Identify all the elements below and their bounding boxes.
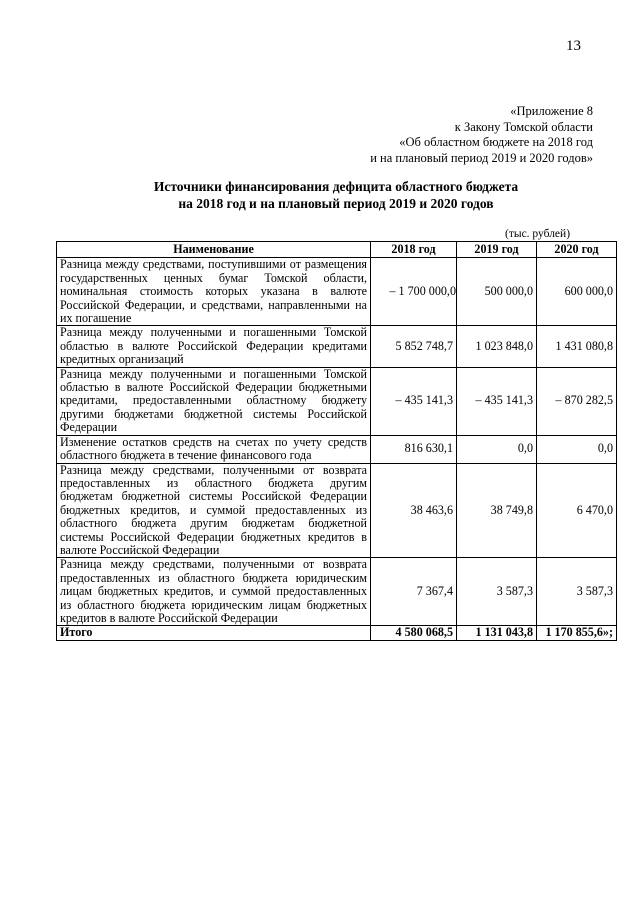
row-value-2018: – 435 141,3	[371, 367, 457, 435]
units-note: (тыс. рублей)	[505, 228, 571, 240]
row-value-2019: 1 023 848,0	[457, 326, 537, 367]
row-name: Разница между средствами, полученными от возврата предоставленных из областного бюджета юридическим лицам бюджетных кредитов, и суммой предоставленных из областного бюджета юридическим лицам бюджетных кредитов в валюте Российской Федерации	[57, 558, 371, 626]
row-value-2019: 3 587,3	[457, 558, 537, 626]
document-title-line-1: Источники финансирования дефицита областного бюджета	[153, 179, 519, 194]
total-label: Итого	[57, 626, 371, 640]
row-name: Разница между полученными и погашенными Томской областью в валюте Российской Федерации кредитами кредитных организаций	[57, 326, 371, 367]
table-row	[57, 435, 617, 463]
total-2020: 1 170 855,6»;	[537, 626, 617, 640]
page-number: 13	[566, 38, 581, 54]
document-title-line-2: на 2018 год и на плановый период 2019 и 2020 годов	[178, 195, 494, 211]
total-2018: 4 580 068,5	[371, 626, 457, 640]
header-2020: 2020 год	[537, 242, 617, 258]
table-row	[57, 558, 617, 626]
row-value-2019: 0,0	[457, 435, 537, 463]
row-value-2018: 816 630,1	[371, 435, 457, 463]
document-title	[56, 179, 616, 212]
appendix-line-4: и на плановый период 2019 и 2020 годов»	[370, 150, 593, 165]
appendix-line-3: «Об областном бюджете на 2018 год	[399, 135, 593, 149]
row-value-2018: 38 463,6	[371, 463, 457, 558]
appendix-line-2: к Закону Томской области	[454, 119, 593, 134]
appendix-line-1: «Приложение 8	[510, 104, 593, 118]
row-name: Разница между средствами, полученными от возврата предоставленных из областного бюджета другим бюджетам бюджетной системы Российской Федерации бюджетных кредитов, и суммой предоставленных из областного бюджета другим бюджетам бюджетной системы Российской Федерации бюджетных кредитов в валюте Российской Федерации	[57, 463, 371, 558]
row-value-2019: – 435 141,3	[457, 367, 537, 435]
row-value-2019: 38 749,8	[457, 463, 537, 558]
appendix-header	[273, 104, 593, 166]
row-value-2018: 5 852 748,7	[371, 326, 457, 367]
total-2019: 1 131 043,8	[457, 626, 537, 640]
row-name: Разница между полученными и погашенными Томской областью в валюте Российской Федерации бюджетными кредитами, предоставленными областному бюджету другими бюджетами бюджетной системы Российской Федерации	[57, 367, 371, 435]
table-row	[57, 367, 617, 435]
row-value-2019: 500 000,0	[457, 258, 537, 326]
table-row	[57, 463, 617, 558]
row-value-2020: 3 587,3	[537, 558, 617, 626]
row-name: Изменение остатков средств на счетах по учету средств областного бюджета в течение финансового года	[57, 435, 371, 463]
header-2019: 2019 год	[457, 242, 537, 258]
row-value-2020: – 870 282,5	[537, 367, 617, 435]
row-name: Разница между средствами, поступившими от размещения государственных ценных бумаг Томской области, номинальная стоимость которых указана в валюте Российской Федерации, и средствами, направленными на их погашение	[57, 258, 371, 326]
row-value-2020: 6 470,0	[537, 463, 617, 558]
header-name: Наименование	[57, 242, 371, 258]
table-total-row	[57, 626, 617, 640]
financing-sources-table	[56, 241, 617, 641]
row-value-2018: – 1 700 000,0	[371, 258, 457, 326]
row-value-2020: 1 431 080,8	[537, 326, 617, 367]
table-header-row	[57, 242, 617, 258]
row-value-2020: 600 000,0	[537, 258, 617, 326]
row-value-2018: 7 367,4	[371, 558, 457, 626]
table-row	[57, 326, 617, 367]
row-value-2020: 0,0	[537, 435, 617, 463]
header-2018: 2018 год	[371, 242, 457, 258]
table-row	[57, 258, 617, 326]
